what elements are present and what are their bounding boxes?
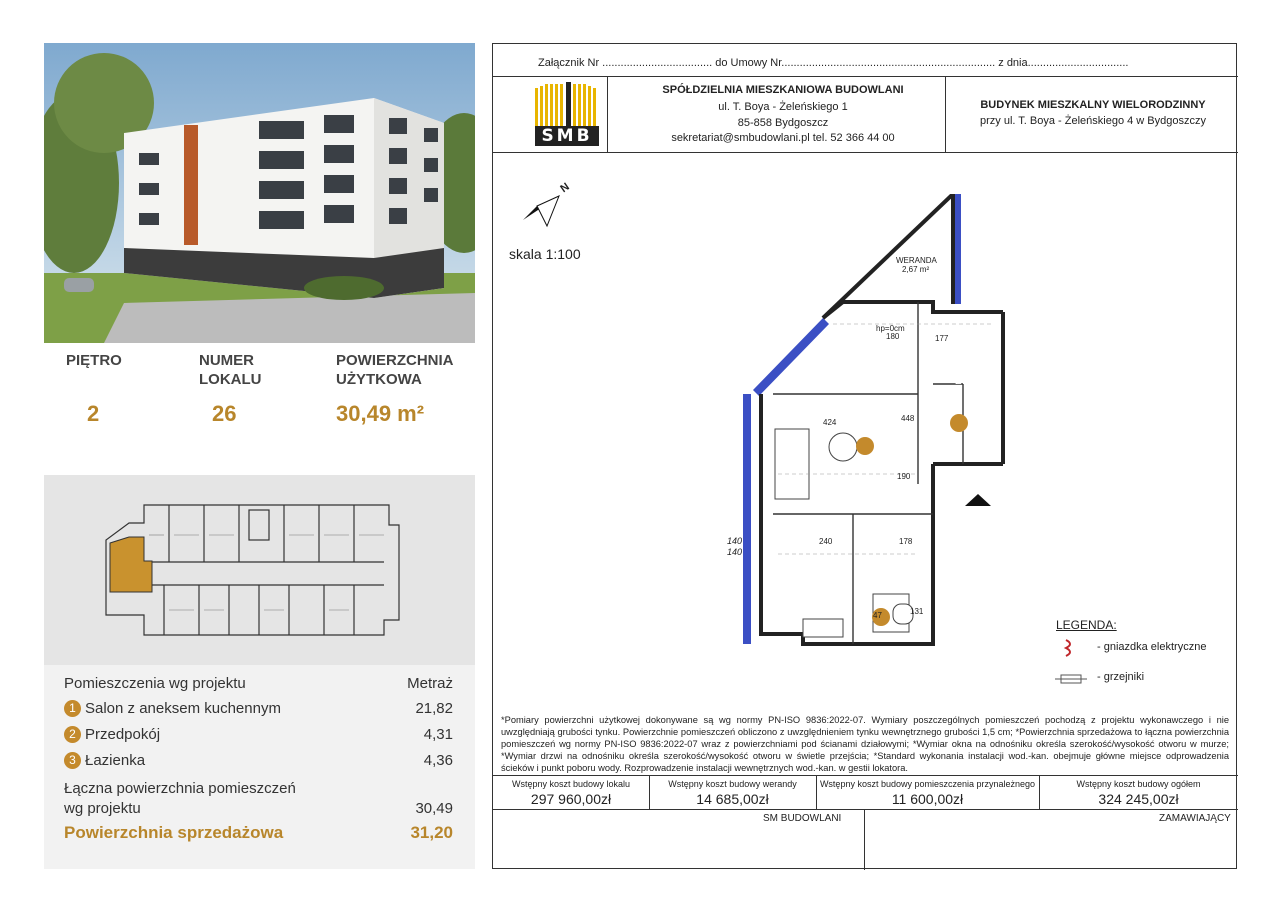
area-label	[336, 351, 454, 389]
total-label-line1: Łączna powierzchnia pomieszczeń	[64, 780, 296, 797]
legend-radiator: - grzejniki	[1097, 671, 1145, 683]
room-area: 4,36	[423, 752, 453, 769]
area-label-line1: POWIERZCHNIA	[336, 352, 454, 369]
north-arrow-icon	[517, 180, 577, 234]
smb-logo	[533, 82, 601, 148]
dim-label: 140	[727, 536, 743, 546]
total-label	[64, 780, 453, 797]
floor-label: PIĘTRO	[66, 352, 122, 369]
dim-label: 424	[823, 418, 837, 427]
coop-name: SPÓŁDZIELNIA MIESZKANIOWA BUDOWLANI	[662, 84, 904, 96]
scale-label: skala 1:100	[509, 246, 581, 262]
note-text: *Pomiary powierzchni użytkowej dokonywane są wg normy PN-ISO 9836:2022-07. Wymiary poszczególnych pomieszczeń pochodzą z projektu wykonawczego i nie uwzględniają grubości tynku. Powierzchnie pomieszczeń obliczono z uwzględnieniem tynku wewnętrznego grubości 1,5 cm; *Powierzchnia sprzedażowa to łączna powierzchnia pomieszczeń wg normy PN-ISO 9836:2022-07 wraz z powierzchniami pod ścianami działowymi; *Wymiar okna na odnośniku określa szerokość/wysokość otworu w murze; *Wymiar drzwi na odnośniku określa szerokość/wysokość otworu w świetle przejścia; *Standard wykonania instalacji wod.-kan. obejmuje główne miejsce odprowadzenia ścieków i punkt poboru wody. Rozprowadzenie instalacji wewnętrznych wod.-kan. w gestii lokatora.	[501, 715, 1229, 773]
radiator-icon	[1053, 672, 1089, 686]
room-name: Salon z aneksem kuchennym	[85, 700, 281, 717]
plan-sheet	[492, 43, 1237, 869]
veranda-label: WERANDA	[896, 256, 937, 265]
room-area: 4,31	[423, 726, 453, 743]
rooms-header-area: Metraż	[407, 675, 453, 692]
unit-number-label	[199, 351, 262, 389]
dim-label: hp=0cm	[876, 324, 905, 333]
dim-label: 140	[727, 547, 743, 557]
coop-contact: sekretariat@smbudowlani.pl tel. 52 366 44 00	[671, 132, 895, 144]
attachment-line: Załącznik Nr .................................... do Umowy Nr...................................................................... z dnia.................................	[538, 57, 1129, 69]
cost-label-storage: Wstępny koszt budowy pomieszczenia przynależnego	[819, 779, 1036, 789]
room-number-badge: 2	[64, 726, 81, 743]
room-row	[64, 752, 453, 769]
room-number-badge: 1	[64, 700, 81, 717]
rooms-header-name: Pomieszczenia wg projektu	[64, 675, 246, 692]
building-title: BUDYNEK MIESZKALNY WIELORODZINNY	[980, 99, 1206, 111]
dim-label: 448	[901, 414, 915, 423]
dim-label: 190	[897, 472, 911, 481]
room-name: Łazienka	[85, 752, 146, 769]
total-row	[64, 800, 453, 817]
sale-area-row	[64, 823, 453, 843]
unit-number-label-line1: NUMER	[199, 352, 254, 369]
cost-value-unit: 297 960,00zł	[530, 791, 612, 807]
legend-title: LEGENDA:	[1056, 618, 1117, 632]
dim-label: 178	[899, 537, 913, 546]
area-value: 30,49 m²	[336, 401, 425, 426]
coop-city: 85-858 Bydgoszcz	[737, 117, 829, 129]
cost-value-veranda: 14 685,00zł	[696, 791, 769, 807]
dim-label: 131	[910, 607, 924, 616]
dim-label: 240	[819, 537, 833, 546]
room-area: 21,82	[415, 700, 453, 717]
floor-key-plan	[44, 475, 475, 665]
building-address: przy ul. T. Boya - Żeleńskiego 4 w Bydgoszczy	[979, 115, 1206, 127]
room-number-badge: 3	[64, 752, 81, 769]
dim-label: 180	[886, 332, 900, 341]
cost-label-total: Wstępny koszt budowy ogółem	[1076, 779, 1201, 789]
total-value: 30,49	[415, 800, 453, 817]
cost-label-unit: Wstępny koszt budowy lokalu	[511, 779, 631, 789]
sign-left: SM BUDOWLANI	[763, 813, 842, 824]
sale-area-value: 31,20	[410, 823, 453, 842]
logo-text: SMB	[541, 126, 593, 146]
unit-number-value: 26	[212, 401, 237, 426]
cost-value-total: 324 245,00zł	[1098, 791, 1179, 807]
unit-stats	[44, 343, 475, 475]
total-label-line2: wg projektu	[64, 800, 141, 817]
cost-value-storage: 11 600,00zł	[891, 791, 964, 807]
rooms-header	[64, 675, 453, 692]
sale-area-label: Powierzchnia sprzedażowa	[64, 823, 284, 842]
north-label: N	[558, 180, 572, 196]
dim-label: 177	[935, 334, 949, 343]
area-label-line2: UŻYTKOWA	[336, 371, 422, 388]
left-panel	[44, 43, 475, 869]
unit-number-label-line2: LOKALU	[199, 371, 262, 388]
floor-value: 2	[87, 401, 100, 426]
plan-room-number: 3	[877, 567, 884, 581]
building-render-image	[44, 43, 475, 343]
cost-label-veranda: Wstępny koszt budowy werandy	[668, 779, 797, 789]
sign-right: ZAMAWIAJĄCY	[1159, 813, 1231, 824]
rooms-table	[44, 665, 475, 869]
apartment-floor-plan	[733, 194, 1053, 664]
legend-socket: - gniazdka elektryczne	[1097, 641, 1207, 653]
socket-icon	[1063, 638, 1077, 658]
veranda-area: 2,67 m²	[902, 265, 930, 274]
room-row	[64, 726, 453, 743]
plan-room-number: 1	[861, 396, 868, 410]
dim-label: 47	[873, 611, 882, 620]
coop-street: ul. T. Boya - Żeleńskiego 1	[718, 101, 848, 113]
room-row	[64, 700, 453, 717]
plan-room-number: 2	[955, 373, 962, 387]
room-name: Przedpokój	[85, 726, 161, 743]
